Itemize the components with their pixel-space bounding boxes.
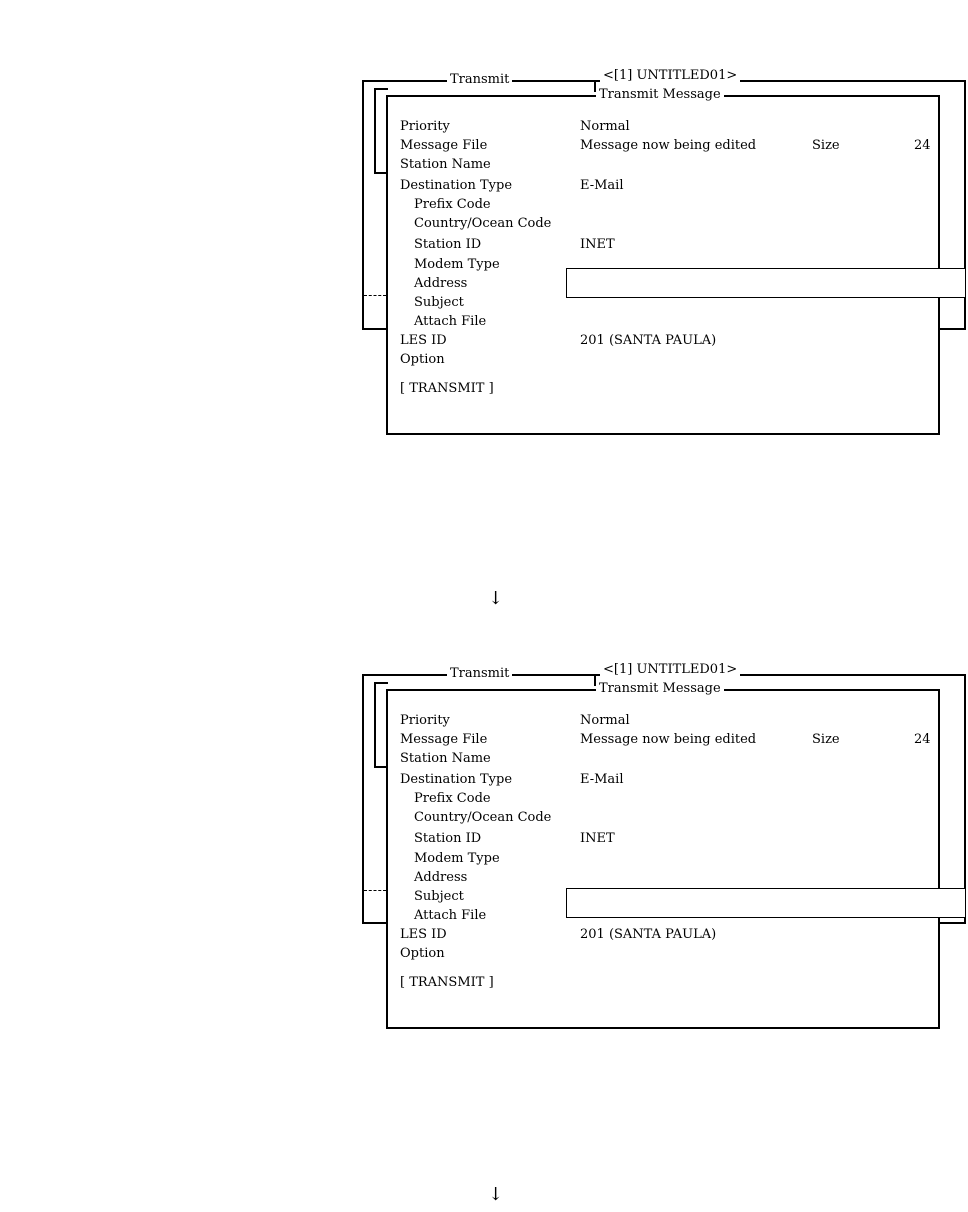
field-label: Message File bbox=[400, 138, 488, 153]
field-subject[interactable] bbox=[400, 887, 570, 906]
outer-frame-bottom-left bbox=[362, 922, 388, 924]
field-priority[interactable] bbox=[400, 117, 920, 136]
field-label: Station ID bbox=[414, 831, 482, 846]
subject-pointer bbox=[364, 890, 386, 891]
outer-frame-left bbox=[362, 80, 364, 330]
field-modem-type[interactable] bbox=[400, 849, 920, 868]
field-country-ocean-code[interactable] bbox=[400, 808, 920, 827]
field-station-id[interactable] bbox=[400, 829, 920, 848]
field-label: Subject bbox=[414, 889, 464, 904]
field-label: Priority bbox=[400, 119, 450, 134]
field-label: Modem Type bbox=[414, 851, 500, 866]
field-label: Destination Type bbox=[400, 178, 513, 193]
transmit-button[interactable]: [ TRANSMIT ] bbox=[400, 381, 494, 396]
field-value: 201 (SANTA PAULA) bbox=[580, 927, 717, 942]
field-label: Attach File bbox=[414, 908, 487, 923]
field-option[interactable] bbox=[400, 944, 920, 963]
field-label: Message File bbox=[400, 732, 488, 747]
field-value: Message now being edited bbox=[580, 138, 757, 153]
middle-frame-left bbox=[374, 88, 376, 174]
outer-frame-top-right bbox=[926, 674, 966, 676]
outer-frame-top-right bbox=[926, 80, 966, 82]
field-message-file[interactable] bbox=[400, 136, 940, 155]
size-value: 24 bbox=[914, 732, 931, 747]
outer-frame-left bbox=[362, 674, 364, 924]
field-label: LES ID bbox=[400, 927, 447, 942]
field-destination-type[interactable] bbox=[400, 770, 920, 789]
field-label: Country/Ocean Code bbox=[414, 810, 552, 825]
file-tab-title[interactable]: <[1] UNTITLED01> bbox=[600, 662, 740, 678]
outer-frame-title: Transmit bbox=[447, 666, 512, 682]
field-value: E-Mail bbox=[580, 772, 624, 787]
field-label: Destination Type bbox=[400, 772, 513, 787]
field-label: Attach File bbox=[414, 314, 487, 329]
file-tab-title[interactable]: <[1] UNTITLED01> bbox=[600, 68, 740, 84]
address-input[interactable] bbox=[566, 268, 966, 298]
field-value: Normal bbox=[580, 119, 630, 134]
field-attach-file[interactable] bbox=[400, 906, 570, 925]
field-label: Address bbox=[414, 276, 468, 291]
size-value: 24 bbox=[914, 138, 931, 153]
transmit-screen-2 bbox=[0, 656, 968, 1036]
field-option[interactable] bbox=[400, 350, 920, 369]
field-les-id[interactable] bbox=[400, 925, 920, 944]
field-label: Subject bbox=[414, 295, 464, 310]
window-title: Transmit Message bbox=[596, 87, 724, 103]
size-label: Size bbox=[812, 138, 840, 153]
field-station-name[interactable] bbox=[400, 749, 920, 768]
field-label: Prefix Code bbox=[414, 791, 491, 806]
field-priority[interactable] bbox=[400, 711, 920, 730]
field-label: Priority bbox=[400, 713, 450, 728]
outer-frame-right bbox=[964, 674, 966, 924]
transmit-screen-1 bbox=[0, 62, 968, 442]
middle-frame-top bbox=[374, 88, 388, 90]
field-label: Option bbox=[400, 946, 445, 961]
field-attach-file[interactable] bbox=[400, 312, 570, 331]
field-destination-type[interactable] bbox=[400, 176, 920, 195]
field-label: Country/Ocean Code bbox=[414, 216, 552, 231]
down-arrow-icon: ↓ bbox=[488, 588, 504, 609]
outer-frame-title: Transmit bbox=[447, 72, 512, 88]
size-label: Size bbox=[812, 732, 840, 747]
field-value: INET bbox=[580, 831, 615, 846]
field-value: 201 (SANTA PAULA) bbox=[580, 333, 717, 348]
field-label: Address bbox=[414, 870, 468, 885]
middle-frame-top bbox=[374, 682, 388, 684]
down-arrow-icon: ↓ bbox=[488, 1184, 504, 1205]
field-label: Station ID bbox=[414, 237, 482, 252]
field-prefix-code[interactable] bbox=[400, 789, 920, 808]
field-address[interactable] bbox=[400, 868, 570, 887]
address-pointer bbox=[364, 295, 386, 296]
field-label: Station Name bbox=[400, 157, 491, 172]
outer-frame-bottom-right bbox=[940, 922, 966, 924]
middle-frame-left bbox=[374, 682, 376, 768]
field-label: Option bbox=[400, 352, 445, 367]
field-subject[interactable] bbox=[400, 293, 570, 312]
field-label: Modem Type bbox=[414, 257, 500, 272]
field-value: E-Mail bbox=[580, 178, 624, 193]
field-label: LES ID bbox=[400, 333, 447, 348]
field-les-id[interactable] bbox=[400, 331, 920, 350]
field-label: Prefix Code bbox=[414, 197, 491, 212]
transmit-button[interactable]: [ TRANSMIT ] bbox=[400, 975, 494, 990]
outer-frame-bottom-right bbox=[940, 328, 966, 330]
transmit-message-window bbox=[386, 87, 940, 435]
field-prefix-code[interactable] bbox=[400, 195, 920, 214]
field-value: Normal bbox=[580, 713, 630, 728]
field-label: Station Name bbox=[400, 751, 491, 766]
field-country-ocean-code[interactable] bbox=[400, 214, 920, 233]
field-station-name[interactable] bbox=[400, 155, 920, 174]
field-value: Message now being edited bbox=[580, 732, 757, 747]
subject-input[interactable] bbox=[566, 888, 966, 918]
transmit-message-window bbox=[386, 681, 940, 1029]
field-message-file[interactable] bbox=[400, 730, 940, 749]
outer-frame-bottom-left bbox=[362, 328, 388, 330]
field-address[interactable] bbox=[400, 274, 570, 293]
field-value: INET bbox=[580, 237, 615, 252]
window-title: Transmit Message bbox=[596, 681, 724, 697]
field-station-id[interactable] bbox=[400, 235, 920, 254]
